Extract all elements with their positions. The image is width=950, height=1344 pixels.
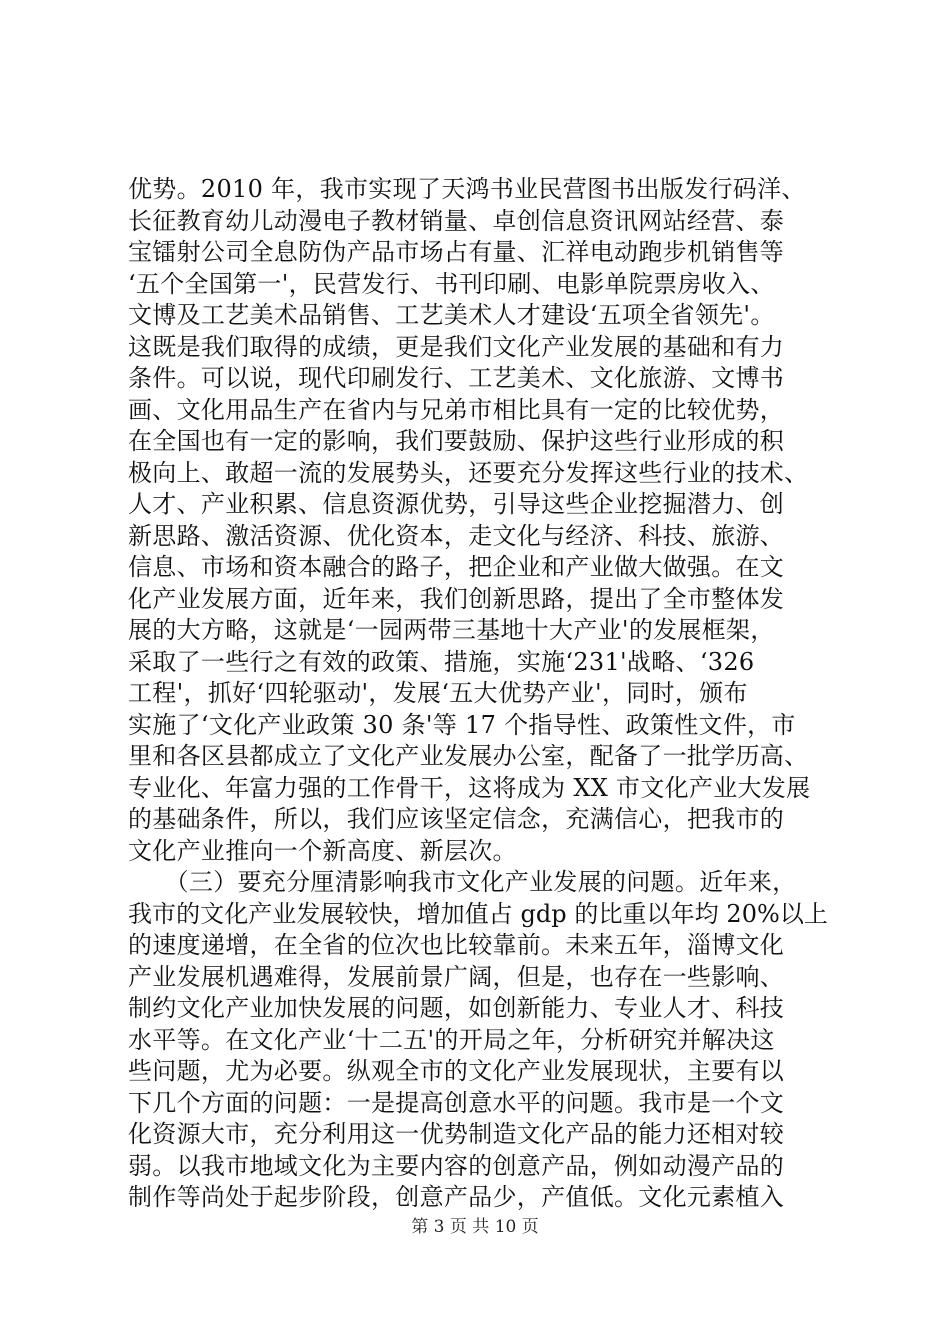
text-line: 的速度递增，在全省的位次也比较靠前。未来五年，淄博文化 (128, 931, 785, 959)
text-line: 采取了一些行之有效的政策、措施，实施‘231'战略、‘326 (128, 647, 755, 676)
text-line: 实施了‘文化产业政策 30 条'等 17 个指导性、政策性文件，市 (128, 710, 796, 739)
text-line: 这既是我们取得的成绩，更是我们文化产业发展的基础和有力 (128, 332, 785, 361)
text-line: 化产业发展方面，近年来，我们创新思路，提出了全市整体发 (128, 584, 785, 613)
text-line: 展的大方略，这就是‘一园两带三基地十大产业'的发展框架， (128, 616, 775, 644)
body-text (128, 174, 828, 1214)
text-line: 文博及工艺美术品销售、工艺美术人才建设‘五项全省领先'。 (128, 301, 775, 329)
text-line: 产业发展机遇难得，发展前景广阔，但是，也存在一些影响、 (128, 962, 785, 991)
text-line: 画、文化用品生产在省内与兄弟市相比具有一定的比较优势， (128, 395, 785, 424)
page-footer: 第 3 页 共 10 页 (411, 1217, 539, 1237)
text-line: 文化产业推向一个新高度、新层次。 (128, 836, 517, 865)
text-line: 些问题，尤为必要。纵观全市的文化产业发展现状，主要有以 (128, 1057, 785, 1085)
text-line: 里和各区县都成立了文化产业发展办公室，配备了一批学历高、 (128, 742, 809, 770)
text-line: 弱。以我市地域文化为主要内容的创意产品，例如动漫产品的 (128, 1151, 785, 1180)
text-line: 宝镭射公司全息防伪产品市场占有量、汇祥电动跑步机销售等 (128, 238, 785, 266)
text-line: 极向上、敢超一流的发展势头，还要充分发挥这些行业的技术、 (128, 458, 809, 487)
text-line: ‘五个全国第一'，民营发行、书刊印刷、电影单院票房收入、 (128, 269, 775, 298)
text-line: 化资源大市，充分利用这一优势制造文化产品的能力还相对较 (128, 1120, 785, 1148)
text-line: 水平等。在文化产业‘十二五'的开局之年，分析研究并解决这 (128, 1025, 775, 1054)
text-line: 工程'，抓好‘四轮驱动'，发展‘五大优势产业'，同时，颁布 (128, 679, 748, 707)
text-line: 优势。2010 年，我市实现了天鸿书业民营图书出版发行码洋、 (128, 175, 806, 203)
text-line: 新思路、激活资源、优化资本，走文化与经济、科技、旅游、 (128, 521, 785, 550)
text-line: 条件。可以说，现代印刷发行、工艺美术、文化旅游、文博书 (128, 364, 785, 392)
text-line: 人才、产业积累、信息资源优势，引导这些企业挖掘潜力、创 (128, 490, 785, 518)
text-line: 制作等尚处于起步阶段，创意产品少，产值低。文化元素植入 (128, 1183, 785, 1211)
text-line: 专业化、年富力强的工作骨干，这将成为 XX 市文化产业大发展 (128, 773, 811, 802)
text-line: 制约文化产业加快发展的问题，如创新能力、专业人才、科技 (128, 994, 785, 1022)
text-line: 在全国也有一定的影响，我们要鼓励、保护这些行业形成的积 (128, 427, 785, 455)
text-line: 长征教育幼儿动漫电子教材销量、卓创信息资讯网站经营、泰 (128, 206, 785, 235)
text-line: 下几个方面的问题：一是提高创意水平的问题。我市是一个文 (128, 1088, 785, 1117)
text-line: 信息、市场和资本融合的路子，把企业和产业做大做强。在文 (128, 553, 785, 581)
text-line: 的基础条件，所以，我们应该坚定信念，充满信心，把我市的 (128, 805, 785, 833)
text-line: （三）要充分厘清影响我市文化产业发展的问题。近年来， (128, 868, 797, 896)
text-line: 我市的文化产业发展较快，增加值占 gdp 的比重以年均 20%以上 (128, 899, 828, 928)
